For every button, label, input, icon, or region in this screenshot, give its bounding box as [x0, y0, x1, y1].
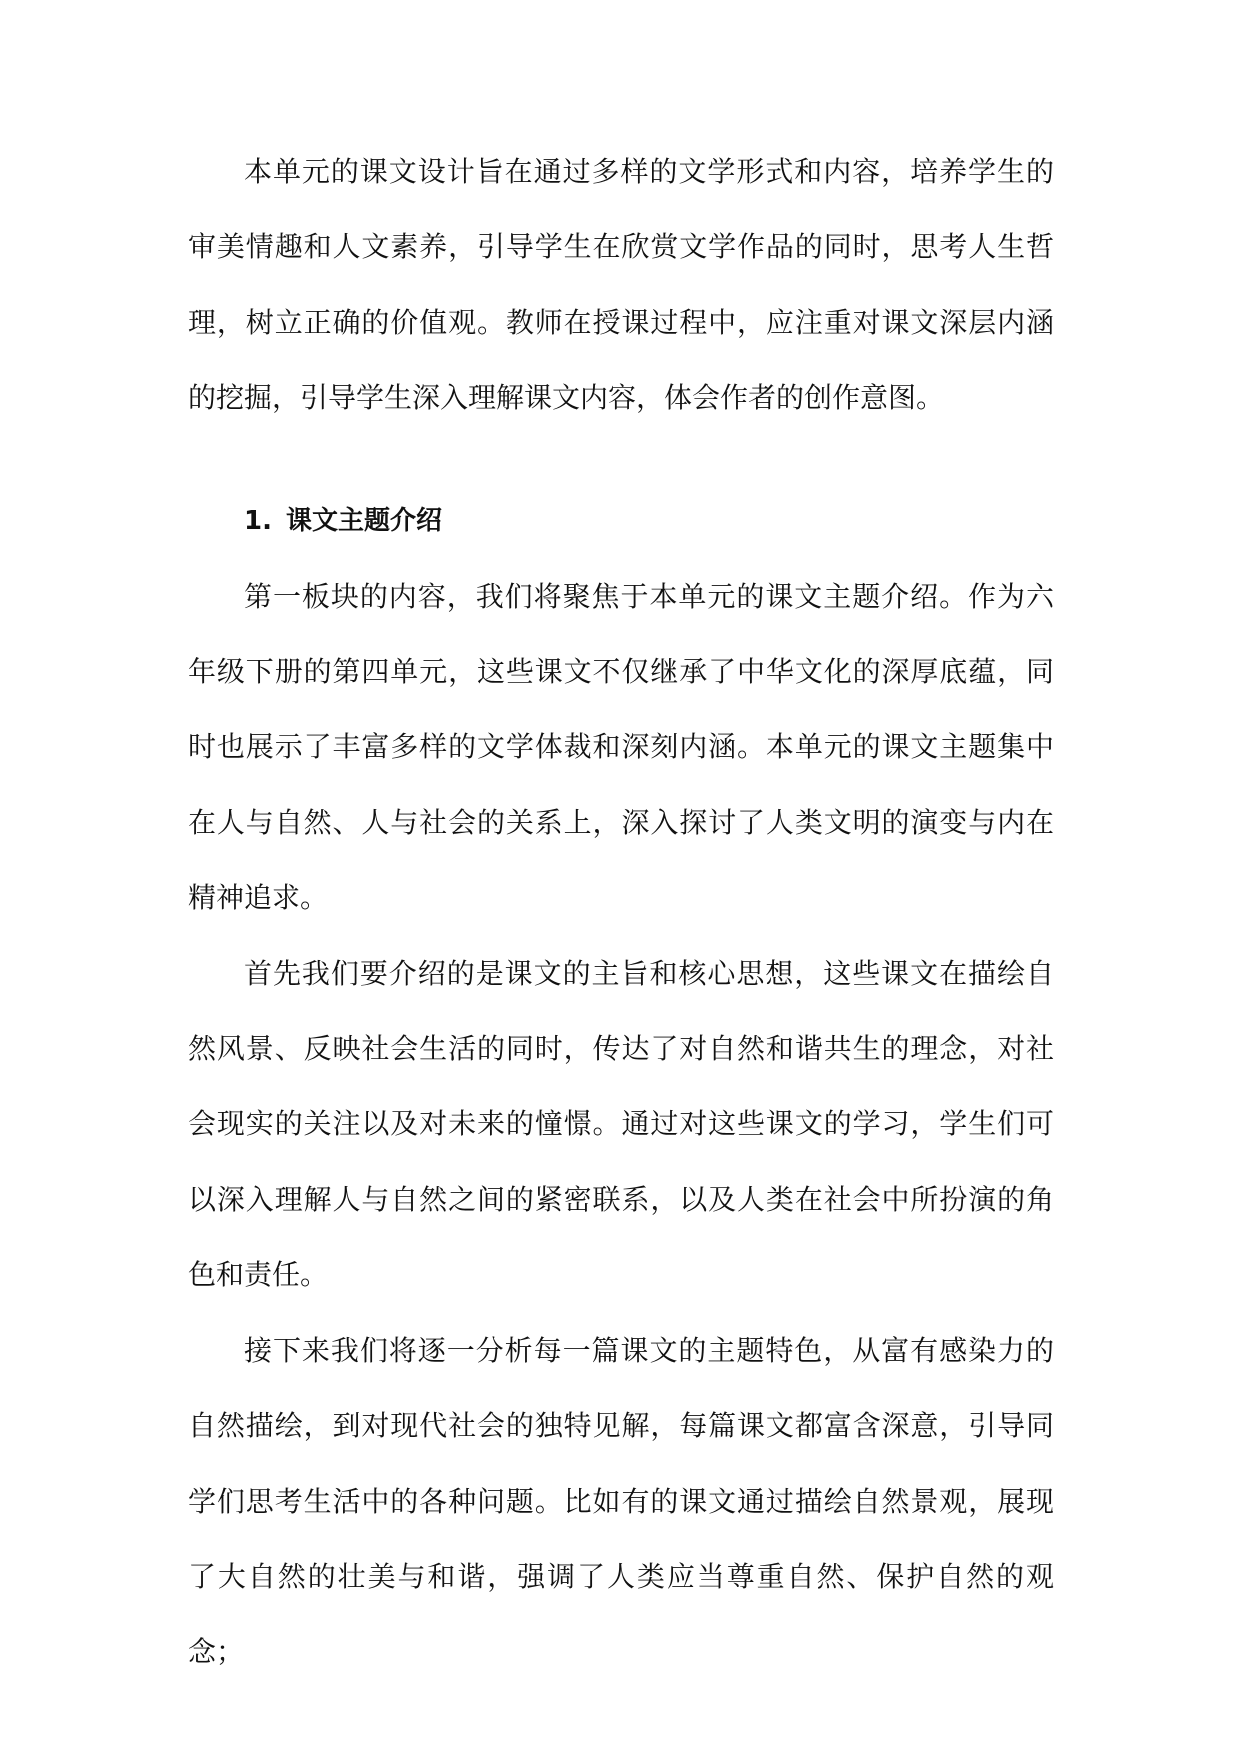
body-paragraph-1: 第一板块的内容，我们将聚焦于本单元的课文主题介绍。作为六年级下册的第四单元，这些课文不仅继承了中华文化的深厚底蕴，同时也展示了丰富多样的文学体裁和深刻内涵。本单元的课文主题集中在人与自然、人与社会的关系上，深入探讨了人类文明的演变与内在精神追求。 [188, 579, 1054, 915]
body-paragraph-3: 接下来我们将逐一分析每一篇课文的主题特色，从富有感染力的自然描绘，到对现代社会的独特见解，每篇课文都富含深意，引导同学们思考生活中的各种问题。比如有的课文通过描绘自然景观，展现了大自然的壮美与和谐，强调了人类应当尊重自然、保护自然的观念； [188, 1333, 1054, 1669]
intro-paragraph: 本单元的课文设计旨在通过多样的文学形式和内容，培养学生的审美情趣和人文素养，引导学生在欣赏文学作品的同时，思考人生哲理，树立正确的价值观。教师在授课过程中，应注重对课文深层内涵的挖掘，引导学生深入理解课文内容，体会作者的创作意图。 [188, 155, 1054, 415]
section-number: 1. [244, 505, 272, 536]
body-paragraph-2: 首先我们要介绍的是课文的主旨和核心思想，这些课文在描绘自然风景、反映社会生活的同时，传达了对自然和谐共生的理念，对社会现实的关注以及对未来的憧憬。通过对这些课文的学习，学生们可以深入理解人与自然之间的紧密联系，以及人类在社会中所扮演的角色和责任。 [188, 956, 1054, 1292]
document-page [188, 134, 1054, 1690]
section-heading [188, 484, 1054, 559]
section-title: 课文主题介绍 [285, 505, 442, 536]
